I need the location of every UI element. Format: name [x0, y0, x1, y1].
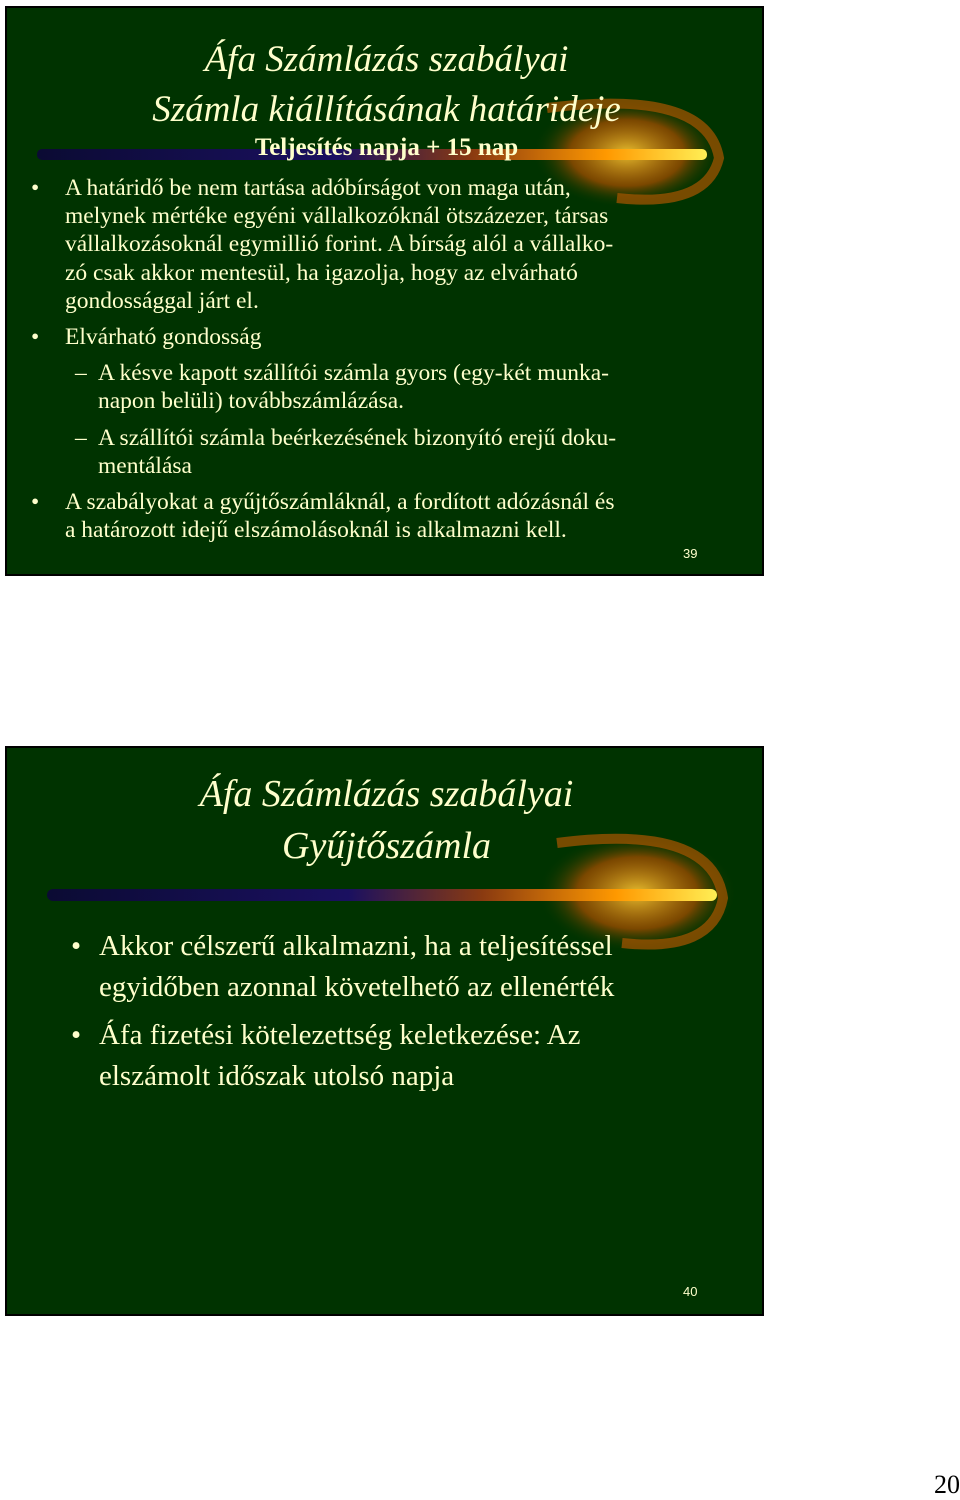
sub-bullet-item [21, 359, 756, 415]
bullet-line: zó csak akkor mentesül, ha igazolja, hogy az elvárható [65, 259, 578, 286]
bullet-line: A szabályokat a gyűjtőszámláknál, a fordított adózásnál és [65, 489, 615, 516]
bullet-icon: • [31, 489, 40, 516]
slide-body [65, 926, 725, 1097]
slide-title-line1: Áfa Számlázás szabályai [204, 39, 569, 80]
slide-number: 40 [683, 1284, 698, 1299]
sub-bullet-item [21, 424, 756, 480]
bullet-line: melynek mértéke egyéni vállalkozóknál ötszázezer, társas [65, 203, 609, 230]
bullet-item [65, 1015, 725, 1097]
dash-icon: – [75, 424, 87, 451]
bullet-line: gondossággal járt el. [65, 287, 259, 314]
sub-bullet-line: napon belüli) továbbszámlázása. [98, 388, 405, 415]
bullet-item [21, 323, 756, 351]
slide-body [21, 174, 756, 544]
bullet-line: Áfa fizetési kötelezettség keletkezése: Az [99, 1019, 581, 1051]
slide-39 [5, 6, 764, 576]
sub-bullet-line: A késve kapott szállítói számla gyors (egy-két munka- [98, 360, 609, 387]
sub-bullet-line: mentálása [98, 452, 192, 479]
slide-title-line2: Számla kiállításának határideje [152, 89, 621, 130]
bullet-line: elszámolt időszak utolsó napja [99, 1060, 455, 1092]
slide-title-line1: Áfa Számlázás szabályai [199, 773, 574, 815]
slide-40 [5, 746, 764, 1316]
bullet-line: egyidőben azonnal követelhető az ellenérték [99, 971, 615, 1003]
bullet-icon: • [31, 175, 40, 201]
sub-bullet-line: A szállítói számla beérkezésének bizonyító erejű doku- [98, 424, 617, 451]
page-number: 20 [934, 1470, 960, 1499]
dash-icon: – [75, 360, 87, 387]
bullet-item [65, 926, 725, 1008]
bullet-line: a határozott idejű elszámolásoknál is alkalmazni kell. [65, 517, 567, 544]
bullet-icon: • [71, 1019, 82, 1051]
bullet-icon: • [31, 324, 40, 351]
bullet-line: A határidő be nem tartása adóbírságot von maga után, [65, 175, 571, 201]
bullet-icon: • [71, 930, 82, 962]
slide-number: 39 [683, 546, 698, 561]
bullet-line: Elvárható gondosság [65, 324, 262, 351]
bullet-item [21, 174, 756, 315]
slide-title-line2: Gyűjtőszámla [282, 825, 491, 867]
bullet-line: Akkor célszerű alkalmazni, ha a teljesítéssel [99, 930, 613, 962]
bullet-line: vállalkozásoknál egymillió forint. A bírság alól a vállalko- [65, 231, 614, 258]
slide-subtitle: Teljesítés napja + 15 nap [254, 134, 519, 161]
bullet-item [21, 488, 756, 544]
